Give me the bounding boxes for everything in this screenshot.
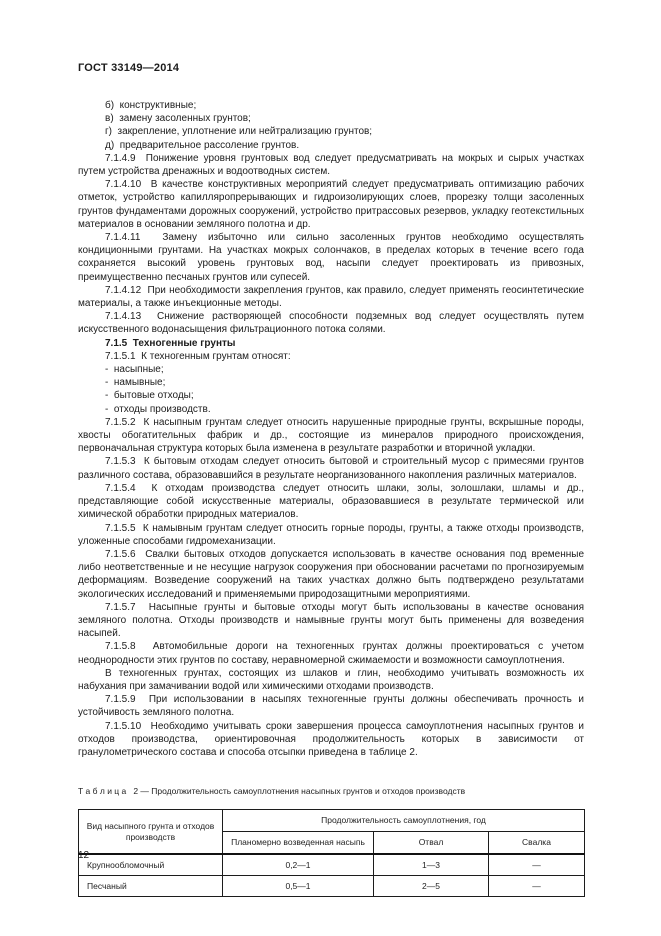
row-label: Крупнообломочный — [79, 854, 223, 876]
paragraph: 7.1.5.5 К намывным грунтам следует относить горные породы, грунты, а также отходы производств, уложенные способами гидромеханизации. — [78, 522, 584, 547]
column-header-dump: Отвал — [374, 832, 489, 855]
data-table — [78, 809, 585, 897]
paragraph: 7.1.5.1 К техногенным грунтам относят: — [105, 350, 291, 362]
column-header-landfill: Свалка — [489, 832, 585, 855]
document-body — [78, 99, 584, 759]
cell-value: 0,2—1 — [223, 854, 374, 876]
paragraph: 7.1.4.9 Понижение уровня грунтовых вод следует предусматривать на мокрых и сырых участках путем устройства дренажных и водоотводных систем. — [78, 152, 584, 178]
table-row — [79, 876, 585, 897]
section-heading: 7.1.5 Техногенные грунты — [105, 337, 236, 349]
paragraph: 7.1.5.9 При использовании в насыпях техногенные грунты должны обеспечивать прочность и устойчивость земляного полотна. — [78, 694, 584, 719]
cell-value: 2—5 — [374, 876, 489, 897]
table-header-row — [79, 810, 585, 832]
paragraph: 7.1.4.12 При необходимости закрепления грунтов, как правило, следует применять геосинтетические материалы, а также инъекционные методы. — [78, 284, 584, 310]
page-number: 12 — [78, 850, 90, 861]
table-row — [79, 854, 585, 876]
paragraph: 7.1.4.11 Замену избыточно или сильно засоленных грунтов необходимо осуществлять кондиционными грунтами. На участках мокрых солончаков, в пределах которых в течение всего года сохраняется высокий уровень грунтовых вод, насыпи следует проектировать из привозных, преимущественно песчаных грунтов или супесей. — [78, 232, 584, 283]
paragraph: г) закрепление, уплотнение или нейтрализацию грунтов; — [105, 126, 373, 138]
paragraph: - намывные; — [105, 377, 166, 389]
paragraph: 7.1.5.6 Свалки бытовых отходов допускается использовать в качестве основания под временные либо неответственные и не несущие нагрузок сооружения при обосновании расчетами по прогнозируемым деформациям. Возведение сооружений на таких участках должно быть подтверждено результатами экологических исследований и применяемыми природозащитными мероприятиями. — [78, 548, 584, 600]
cell-value: — — [489, 854, 585, 876]
paragraph: 7.1.5.8 Автомобильные дороги на техногенных грунтах должны проектироваться с учетом неоднородности этих грунтов по составу, неравномерной сжимаемости и возможности самоуплотнения. — [78, 641, 584, 666]
paragraph: 7.1.4.13 Снижение растворяющей способности подземных вод следует осуществлять путем искусственного водонасыщения фильтрационного потока солями. — [78, 311, 584, 336]
paragraph: - отходы производств. — [105, 403, 211, 415]
paragraph: 7.1.4.10 В качестве конструктивных мероприятий следует предусматривать оптимизацию рабочих отметок, устройство капилляропрерывающих и гидроизолирующих слоев, прорезку толщи засоленных грунтов фундаментами дорожных сооружений, устройство притрассовых резервов, укладку геотекстильных материалов в основании земляного полотна и др. — [78, 179, 584, 230]
cell-value: — — [489, 876, 585, 897]
cell-value: 0,5—1 — [223, 876, 374, 897]
paragraph: 7.1.5.7 Насыпные грунты и бытовые отходы могут быть использованы в качестве основания земляного полотна. Отходы производств и намывные грунты могут быть применены для возведения насыпей. — [78, 601, 584, 640]
paragraph: в) замену засоленных грунтов; — [105, 113, 251, 125]
paragraph: - насыпные; — [105, 364, 164, 376]
paragraph: - бытовые отходы; — [105, 390, 194, 402]
paragraph: 7.1.5.10 Необходимо учитывать сроки завершения процесса самоуплотнения насыпных грунтов и отходов производства, ориентировочная продолжительность которых в зависимости от гранулометрического состава и способа отсыпки приведена в таблице 2. — [78, 720, 584, 758]
paragraph: В техногенных грунтах, состоящих из шлаков и глин, необходимо учитывать возможность их набухания при замачивании водой или химическими отходами производств. — [78, 667, 584, 692]
paragraph: 7.1.5.3 К бытовым отходам следует относить бытовой и строительный мусор с примесями грунтов различного состава, образовавшийся в результате неорганизованного накопления различных материалов. — [78, 456, 584, 481]
table-caption: Т а б л и ц а 2 — Продолжительность самоуплотнения насыпных грунтов и отходов производств — [78, 786, 466, 797]
document-title: ГОСТ 33149—2014 — [78, 62, 180, 74]
column-header-duration-span: Продолжительность самоуплотнения, год — [223, 810, 585, 832]
paragraph: д) предварительное рассоление грунтов. — [105, 139, 300, 151]
row-label: Песчаный — [79, 876, 223, 897]
paragraph: 7.1.5.4 К отходам производства следует относить шлаки, золы, золошлаки, шламы и др., представляющие собой искусственные материалы, образовавшиеся в результате термической или химической обработки природных материалов. — [78, 482, 584, 521]
page-content — [78, 62, 584, 897]
paragraph: б) конструктивные; — [105, 100, 197, 111]
column-header-soil-type: Вид насыпного грунта и отходов производств — [79, 810, 223, 855]
column-header-planned-embankment: Планомерно возведенная насыпь — [223, 832, 374, 855]
paragraph: 7.1.5.2 К насыпным грунтам следует относить нарушенные природные грунты, вскрышные породы, хвосты обогатительных фабрик и др., состоящие из минералов природного происхождения, первоначальная структура которых была изменена в результате разработки и вторичной укладки. — [78, 416, 584, 455]
cell-value: 1—3 — [374, 854, 489, 876]
